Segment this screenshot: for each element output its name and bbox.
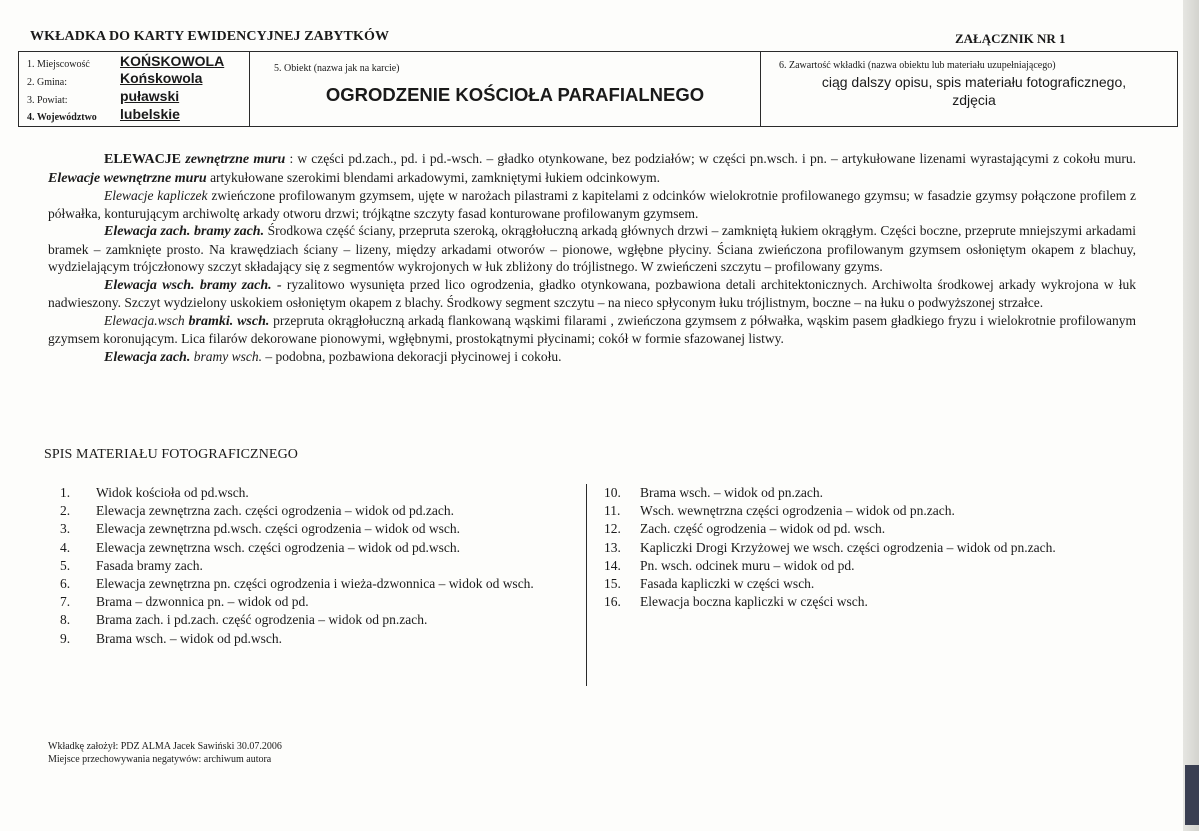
photo-list-right bbox=[604, 484, 1144, 611]
paragraph-text: ryzalitowo wysunięta przed lico ogrodzenia, gładko otynkowana, pozbawiona detali architektonicznych. Archiwolta środkowej arkady wykrojona w łuk nadwieszony. Szczyt wydzielony uskokiem osłoniętym okapem z blachy. Środkowy segment szczytu – na nieco spłyconym łuku trójlistnym, boczne – na łuku o podwyższonej strzałce. bbox=[48, 276, 1136, 310]
list-item-text: Elewacja boczna kapliczki w części wsch. bbox=[640, 594, 868, 610]
list-item-text: Pn. wsch. odcinek muru – widok od pd. bbox=[640, 557, 855, 573]
paragraph-heading: Elewacja wsch. bramy zach. - bbox=[104, 277, 282, 293]
list-item-number: 13. bbox=[604, 539, 621, 555]
list-item-number: 8. bbox=[60, 612, 71, 628]
list-item-number: 3. bbox=[60, 521, 71, 537]
list-item bbox=[60, 630, 564, 648]
list-item bbox=[60, 557, 564, 575]
wojewodztwo-value: lubelskie bbox=[120, 106, 180, 122]
paragraph-text: zwieńczone profilowanym gzymsem, ujęte w narożach pilastrami z kapitelami z odcinków wielokrotnie profilowanego gzymsu; w fasadzie gzymsy połączone profilem z półwałka, konturującym archiwoltę arkady otworu drzwi; trójkątne szczyty fasad konturowane profilowanym gzymsem. bbox=[48, 188, 1137, 221]
list-item bbox=[604, 484, 1144, 502]
list-item bbox=[60, 502, 564, 520]
paragraph-kapliczki bbox=[48, 187, 1136, 222]
paragraph-text: : w części pd.zach., pd. i pd.-wsch. – gładko otynkowane, bez podziałów; w części pn.wsch. i pn. – artykułowane lizenami wyrastającymi z cokołu muru. bbox=[285, 151, 1136, 166]
contents-line-1: ciąg dalszy opisu, spis materiału fotograficznego, bbox=[821, 74, 1127, 90]
contents-line-2: zdjęcia bbox=[952, 92, 996, 108]
attachment-label: ZAŁĄCZNIK NR 1 bbox=[955, 31, 1066, 46]
paragraph-heading: Elewacje kapliczek bbox=[104, 188, 208, 203]
list-item bbox=[604, 575, 1144, 593]
paragraph-text: – podobna, pozbawiona dekoracji płycinowej i cokołu. bbox=[261, 348, 562, 364]
powiat-label: 3. Powiat: bbox=[27, 95, 68, 106]
gmina-label: 2. Gmina: bbox=[27, 77, 67, 88]
list-item-text: Fasada bramy zach. bbox=[96, 557, 203, 573]
document-title: WKŁADKA DO KARTY EWIDENCYJNEJ ZABYTKÓW bbox=[30, 29, 390, 44]
list-item-number: 15. bbox=[604, 576, 621, 592]
footer-author: Wkładkę założył: PDZ ALMA Jacek Sawiński 30.07.2006 bbox=[48, 741, 282, 752]
paragraph-subheading: Elewacje wewnętrzne muru bbox=[48, 170, 207, 186]
list-item-text: Brama zach. i pd.zach. część ogrodzenia – widok od pn.zach. bbox=[96, 612, 428, 628]
contents-value bbox=[769, 73, 1179, 109]
list-item-number: 11. bbox=[604, 503, 621, 519]
list-item-text: Brama – dzwonnica pn. – widok od pd. bbox=[96, 594, 309, 610]
list-item bbox=[604, 520, 1144, 538]
list-item bbox=[60, 611, 564, 629]
paragraph-heading: Elewacja zach. bbox=[104, 349, 191, 365]
powiat-value: puławski bbox=[120, 88, 180, 104]
list-item bbox=[604, 539, 1144, 557]
paragraph-subheading: zewnętrzne muru bbox=[181, 152, 286, 167]
paragraph-text: artykułowane szerokimi blendami arkadowymi, zamkniętymi łukiem odcinkowym. bbox=[206, 169, 660, 185]
paragraph-text: przepruta okrągłołuczną arkadą flankowaną wąskimi filarami , zwieńczona gzymsem z półwałka, wąskim pasem gładkiego fryzu i wielokrotnie profilowanym gzymsem koronującym. Lica filarów dekorowane pionowymi, wgłębnymi, prostokątnymi płycinami; cokół w formie sfazowanej listwy. bbox=[48, 312, 1137, 346]
list-item-number: 9. bbox=[60, 630, 71, 646]
list-item-number: 1. bbox=[60, 485, 71, 500]
photo-list-divider bbox=[586, 484, 587, 686]
list-item-text: Elewacja zewnętrzna wsch. części ogrodzenia – widok od pd.wsch. bbox=[96, 539, 460, 555]
miejscowosc-value: KOŃSKOWOLA bbox=[120, 53, 225, 69]
paragraph-heading: ELEWACJE bbox=[104, 152, 182, 167]
gmina-value: Końskowola bbox=[120, 70, 203, 86]
paragraph-heading: Elewacja.wsch bbox=[104, 312, 185, 328]
list-item-number: 5. bbox=[60, 557, 71, 573]
list-item-text: Elewacja zewnętrzna pn. części ogrodzenia i wieża-dzwonnica – widok od wsch. bbox=[96, 576, 534, 592]
list-item-text: Widok kościoła od pd.wsch. bbox=[96, 485, 249, 500]
list-item-text: Zach. część ogrodzenia – widok od pd. wsch. bbox=[640, 521, 886, 537]
list-item-number: 7. bbox=[60, 594, 71, 610]
paragraph-heading: bramki. wsch. bbox=[184, 313, 270, 329]
list-item-text: Elewacja zewnętrzna zach. części ogrodzenia – widok od pd.zach. bbox=[96, 503, 454, 519]
photo-list-left bbox=[60, 484, 564, 648]
list-item-number: 4. bbox=[60, 539, 71, 555]
list-item-text: Brama wsch. – widok od pd.wsch. bbox=[96, 630, 282, 646]
footer-negatives: Miejsce przechowywania negatywów: archiwum autora bbox=[48, 754, 272, 765]
list-item bbox=[60, 539, 564, 557]
description-text bbox=[48, 150, 1136, 366]
list-item-number: 6. bbox=[60, 576, 71, 592]
list-item bbox=[60, 484, 564, 502]
form-header-box bbox=[18, 51, 1178, 127]
object-label: 5. Obiekt (nazwa jak na karcie) bbox=[274, 63, 400, 74]
list-item-text: Fasada kapliczki w części wsch. bbox=[640, 576, 815, 592]
paragraph-text: Środkowa część ściany, przepruta szeroką, okrągłołuczną arkadą głównych drzwi – zamkniętą łukiem okrągłym. Części boczne, przeprute mniejszymi arkadami bramek – zamknięte prosto. Na krawędziach ściany – lizeny, między arkadami otworów – pionowe, wgłębne płyciny. Ściana zwieńczona profilowanym gzymsem osłoniętym okapem z blachuy, wydzielającym trójczłonowy szczyt składający się z segmentów wykrojonych w łuk zbliżony do trójlistnego. W zwieńczeni szczytu – profilowany gzyms. bbox=[48, 223, 1136, 274]
list-item-text: Kapliczki Drogi Krzyżowej we wsch. części ogrodzenia – widok od pn.zach. bbox=[640, 539, 1056, 555]
list-item bbox=[60, 575, 564, 593]
photo-list-title: SPIS MATERIAŁU FOTOGRAFICZNEGO bbox=[44, 447, 298, 462]
paragraph-heading: bramy wsch. bbox=[190, 348, 262, 364]
footer bbox=[48, 740, 282, 766]
list-item-number: 12. bbox=[604, 521, 621, 537]
list-item-number: 10. bbox=[604, 485, 621, 500]
paragraph-brama-wsch bbox=[48, 276, 1136, 312]
list-item-text: Wsch. wewnętrzna części ogrodzenia – widok od pn.zach. bbox=[640, 503, 955, 519]
miejscowosc-label: 1. Miejscowość bbox=[27, 59, 90, 70]
contents-label: 6. Zawartość wkładki (nazwa obiektu lub materiału uzupełniającego) bbox=[779, 60, 1056, 71]
form-divider bbox=[249, 52, 250, 126]
list-item-text: Elewacja zewnętrzna pd.wsch. części ogrodzenia – widok od wsch. bbox=[96, 521, 460, 537]
paragraph-bramy-wsch bbox=[48, 348, 1136, 367]
paragraph-brama-zach bbox=[48, 222, 1136, 276]
list-item bbox=[604, 557, 1144, 575]
object-name: OGRODZENIE KOŚCIOŁA PARAFIALNEGO bbox=[325, 84, 705, 105]
paragraph-elewacje bbox=[48, 150, 1136, 187]
paragraph-heading: Elewacja zach. bramy zach. bbox=[104, 224, 265, 239]
list-item-text: Brama wsch. – widok od pn.zach. bbox=[640, 485, 823, 500]
list-item-number: 16. bbox=[604, 594, 621, 610]
list-item bbox=[60, 593, 564, 611]
list-item-number: 2. bbox=[60, 503, 71, 519]
paragraph-bramki-wsch bbox=[48, 312, 1136, 348]
list-item-number: 14. bbox=[604, 557, 621, 573]
list-item bbox=[604, 593, 1144, 611]
scan-edge bbox=[1183, 0, 1199, 831]
wojewodztwo-label: 4. Województwo bbox=[27, 112, 97, 123]
list-item bbox=[604, 502, 1144, 520]
list-item bbox=[60, 520, 564, 538]
